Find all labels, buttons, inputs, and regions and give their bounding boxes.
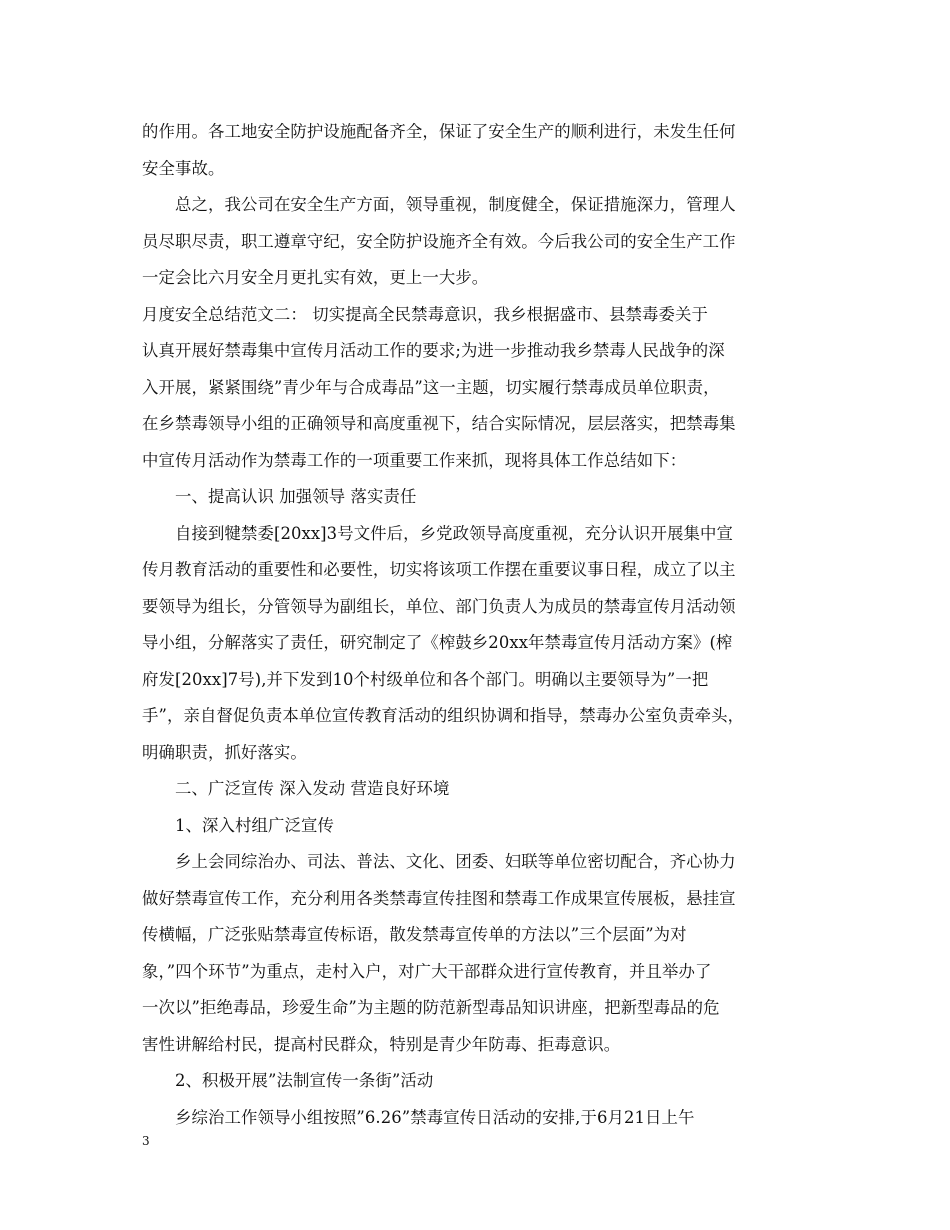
text-line: 一、提高认识 加强领导 落实责任	[175, 487, 417, 506]
text-line: 传横幅，广泛张贴禁毒宣传标语，散发禁毒宣传单的方法以”三个层面”为对	[142, 925, 687, 944]
text-line: 要领导为组长，分管领导为副组长，单位、部门负责人为成员的禁毒宣传月活动领	[142, 596, 736, 616]
text-line: 月度安全总结范文二： 切实提高全民禁毒意识，我乡根据盛市、县禁毒委关于	[142, 304, 708, 324]
text-line: 安全事故。	[142, 158, 225, 178]
text-line: 总之，我公司在安全生产方面，领导重视，制度健全，保证措施深力，管理人	[175, 195, 736, 214]
text-line: 乡上会同综治办、司法、普法、文化、团委、妇联等单位密切配合，齐心协力	[175, 852, 736, 871]
text-line: 传月教育活动的重要性和必要性，切实将该项工作摆在重要议事日程，成立了以主	[142, 560, 736, 579]
document-body	[142, 114, 842, 1136]
text-line: 认真开展好禁毒集中宣传月活动工作的要求;为进一步推动我乡禁毒人民战争的深	[142, 341, 725, 360]
text-line: 一次以”拒绝毒品，珍爱生命”为主题的防范新型毒品知识讲座，把新型毒品的危	[142, 998, 720, 1017]
text-line: 手”，亲自督促负责本单位宣传教育活动的组织协调和指导，禁毒办公室负责牵头，	[142, 706, 745, 725]
page-number: 3	[142, 1134, 150, 1148]
text-line: 导小组，分解落实了责任，研究制定了《榨鼓乡20xx年禁毒宣传月活动方案》(榨	[142, 633, 733, 652]
text-line: 自接到犍禁委[20xx]3号文件后，乡党政领导高度重视，充分认识开展集中宣	[175, 523, 733, 543]
text-line: 乡综治工作领导小组按照”6.26”禁毒宣传日活动的安排,于6月21日上午	[175, 1107, 695, 1127]
text-line: 害性讲解给村民，提高村民群众，特别是青少年防毒、拒毒意识。	[142, 1034, 621, 1054]
text-line: 象，”四个环节”为重点，走村入户，对广大干部群众进行宣传教育，并且举办了	[142, 961, 712, 981]
text-line: 1、深入村组广泛宣传	[175, 815, 334, 835]
text-line: 员尽职尽责，职工遵章守纪，安全防护设施齐全有效。今后我公司的安全生产工作	[142, 231, 736, 251]
text-line: 入开展，紧紧围绕”青少年与合成毒品”这一主题，切实履行禁毒成员单位职责，	[142, 377, 720, 397]
text-line: 2、积极开展”法制宣传一条街”活动	[175, 1071, 434, 1090]
text-line: 在乡禁毒领导小组的正确领导和高度重视下，结合实际情况，层层落实，把禁毒集	[142, 414, 736, 433]
text-line: 二、广泛宣传 深入发动 营造良好环境	[175, 779, 450, 798]
text-line: 中宣传月活动作为禁毒工作的一项重要工作来抓，现将具体工作总结如下：	[142, 450, 687, 470]
text-line: 府发[20xx]7号),并下发到10个村级单位和各个部门。明确以主要领导为”一把	[142, 669, 709, 689]
text-line: 明确职责，抓好落实。	[142, 742, 307, 762]
text-line: 一定会比六月安全月更扎实有效，更上一大步。	[142, 268, 489, 287]
text-line: 做好禁毒宣传工作，充分利用各类禁毒宣传挂图和禁毒工作成果宣传展板，悬挂宣	[142, 888, 736, 908]
text-line: 的作用。各工地安全防护设施配备齐全，保证了安全生产的顺利进行，未发生任何	[142, 122, 736, 141]
